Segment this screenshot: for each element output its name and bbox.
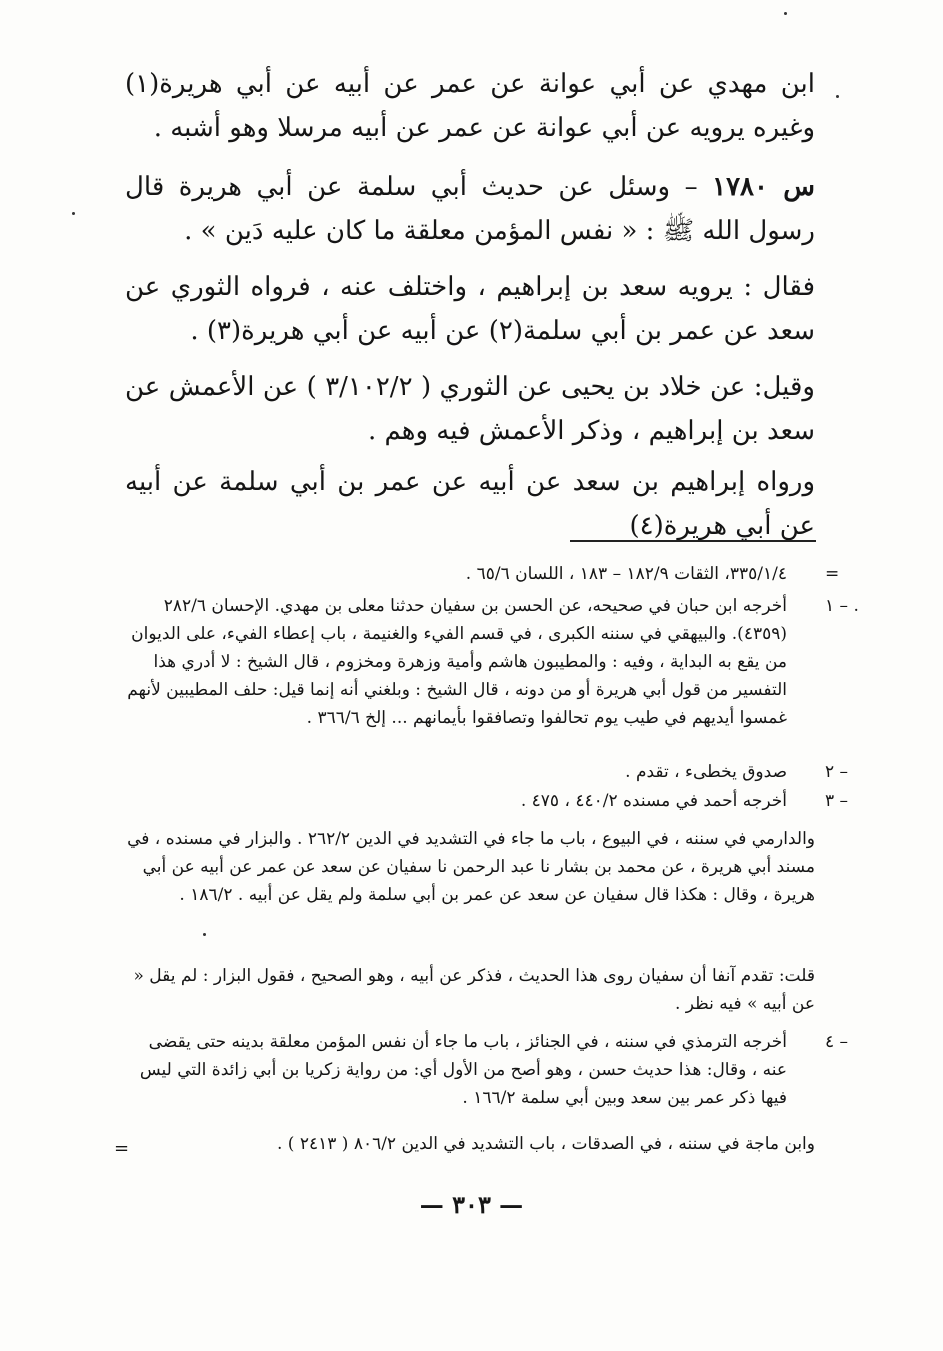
- footnote-4-continued: [125, 1130, 815, 1158]
- footnote-text: ٣٣٥/١/٤، الثقات ١٨٢/٩ – ١٨٣ ، اللسان ٦٥/٦ .: [465, 564, 787, 584]
- footnote-text: وابن ماجة في سننه ، في الصدقات ، باب التشديد في الدين ٨٠٦/٢ ( ٢٤١٣ ) .: [276, 1134, 815, 1154]
- main-paragraph-5: [125, 460, 815, 548]
- footnote-separator: [570, 540, 816, 542]
- question-number: س ١٧٨٠: [712, 172, 816, 202]
- main-paragraph-3: [125, 265, 815, 353]
- paragraph-text: ابن مهدي عن أبي عوانة عن عمر عن أبيه عن أبي هريرة(١) وغيره يرويه عن أبي عوانة عن عمر عن أبيه مرسلا وهو أشبه .: [125, 69, 815, 143]
- footnote-3: [125, 787, 849, 815]
- scan-speck: [203, 933, 206, 936]
- question-body: – وسئل عن حديث أبي سلمة عن أبي هريرة قال رسول الله ﷺ : « نفس المؤمن معلقة ما كان عليه دَين » .: [125, 172, 815, 246]
- scan-speck: [72, 212, 75, 215]
- main-paragraph-1: [125, 62, 815, 150]
- scan-speck: [784, 12, 787, 15]
- question-1780: [125, 165, 815, 253]
- paragraph-text: ورواه إبراهيم بن سعد عن أبيه عن عمر بن أبي سلمة عن أبيه عن أبي هريرة(٤): [125, 467, 815, 541]
- margin-mark: =: [114, 1138, 130, 1159]
- footnote-text: صدوق يخطىء ، تقدم .: [625, 762, 787, 782]
- footnote-text: أخرجه أحمد في مسنده ٤٤٠/٢ ، ٤٧٥ .: [520, 791, 787, 811]
- footnote-4: [125, 1028, 849, 1112]
- footnote-2: [125, 758, 849, 786]
- scan-speck: [836, 95, 839, 98]
- footnote-3-continued: [125, 825, 815, 909]
- paragraph-text: فقال : يرويه سعد بن إبراهيم ، واختلف عنه ، فرواه الثوري عن سعد عن عمر بن أبي سلمة(٢) عن أبيه عن أبي هريرة(٣) .: [125, 272, 815, 346]
- footnote-marker: ١ – .: [825, 596, 859, 616]
- footnote-text: قلت: تقدم آنفا أن سفيان روى هذا الحديث ، فذكر عن أبيه ، وهو الصحيح ، فقول البزار : لم يقل « عن أبيه » فيه نظر .: [133, 966, 815, 1014]
- page-number: — ٣٠٣ —: [419, 1190, 524, 1219]
- footnote-marker: =: [825, 564, 840, 584]
- footnote-continuation: [125, 560, 840, 588]
- footnote-1: [125, 592, 859, 732]
- footnote-text: أخرجه الترمذي في سننه ، في الجنائز ، باب ما جاء أن نفس المؤمن معلقة بدينه حتى يقضى عنه ، وقال: هذا حديث حسن ، وهو أصح من الأول أي: من رواية زكريا بن أبي زائدة التي ليس فيها ذكر عمر بين سعد وبين أبي سلمة ١٦٦/٢ .: [139, 1032, 787, 1108]
- footnote-text: أخرجه ابن حبان في صحيحه، عن الحسن بن سفيان حدثنا معلى بن مهدي. الإحسان ٢٨٢/٦ (٤٣٥٩). والبيهقي في سننه الكبرى ، في قسم الفيء والغنيمة ، باب إعطاء الفيء، على الديوان من يقع به البداية ، وفيه : والمطيبون هاشم وأمية وزهرة ومخزوم ، قال الشيخ : لا أدري هذا التفسير من قول أبي هريرة أو من دونه ، قال الشيخ : وبلغني أنه إنما قيل: حلف المطيبين لأنهم غمسوا أيديهم في طيب يوم تحالفوا وتصافقوا بأيمانهم ... إلخ ٣٦٦/٦ .: [127, 596, 787, 728]
- footnote-text: والدارمي في سننه ، في البيوع ، باب ما جاء في التشديد في الدين ٢٦٢/٢ . والبزار في مسنده ، في مسند أبي هريرة ، عن محمد بن بشار نا عبد الرحمن نا سفيان عن سعد عن عمر عن أبيه عن أبي هريرة ، وقال : هكذا قال سفيان عن سعد عن عمر بن أبي سلمة ولم يقل عن أبيه . ١٨٦/٢ .: [127, 829, 815, 905]
- footnote-3-note: [125, 962, 815, 1018]
- footnote-marker: ٣ –: [825, 791, 849, 811]
- question-text: [125, 165, 815, 253]
- paragraph-text: وقيل: عن خلاد بن يحيى عن الثوري ( ٣/١٠٢/٢ ) عن الأعمش عن سعد بن إبراهيم ، وذكر الأعمش فيه وهم .: [125, 372, 815, 446]
- footnote-marker: ٢ –: [825, 762, 849, 782]
- main-paragraph-4: [125, 365, 815, 453]
- footnote-marker: ٤ –: [825, 1032, 849, 1052]
